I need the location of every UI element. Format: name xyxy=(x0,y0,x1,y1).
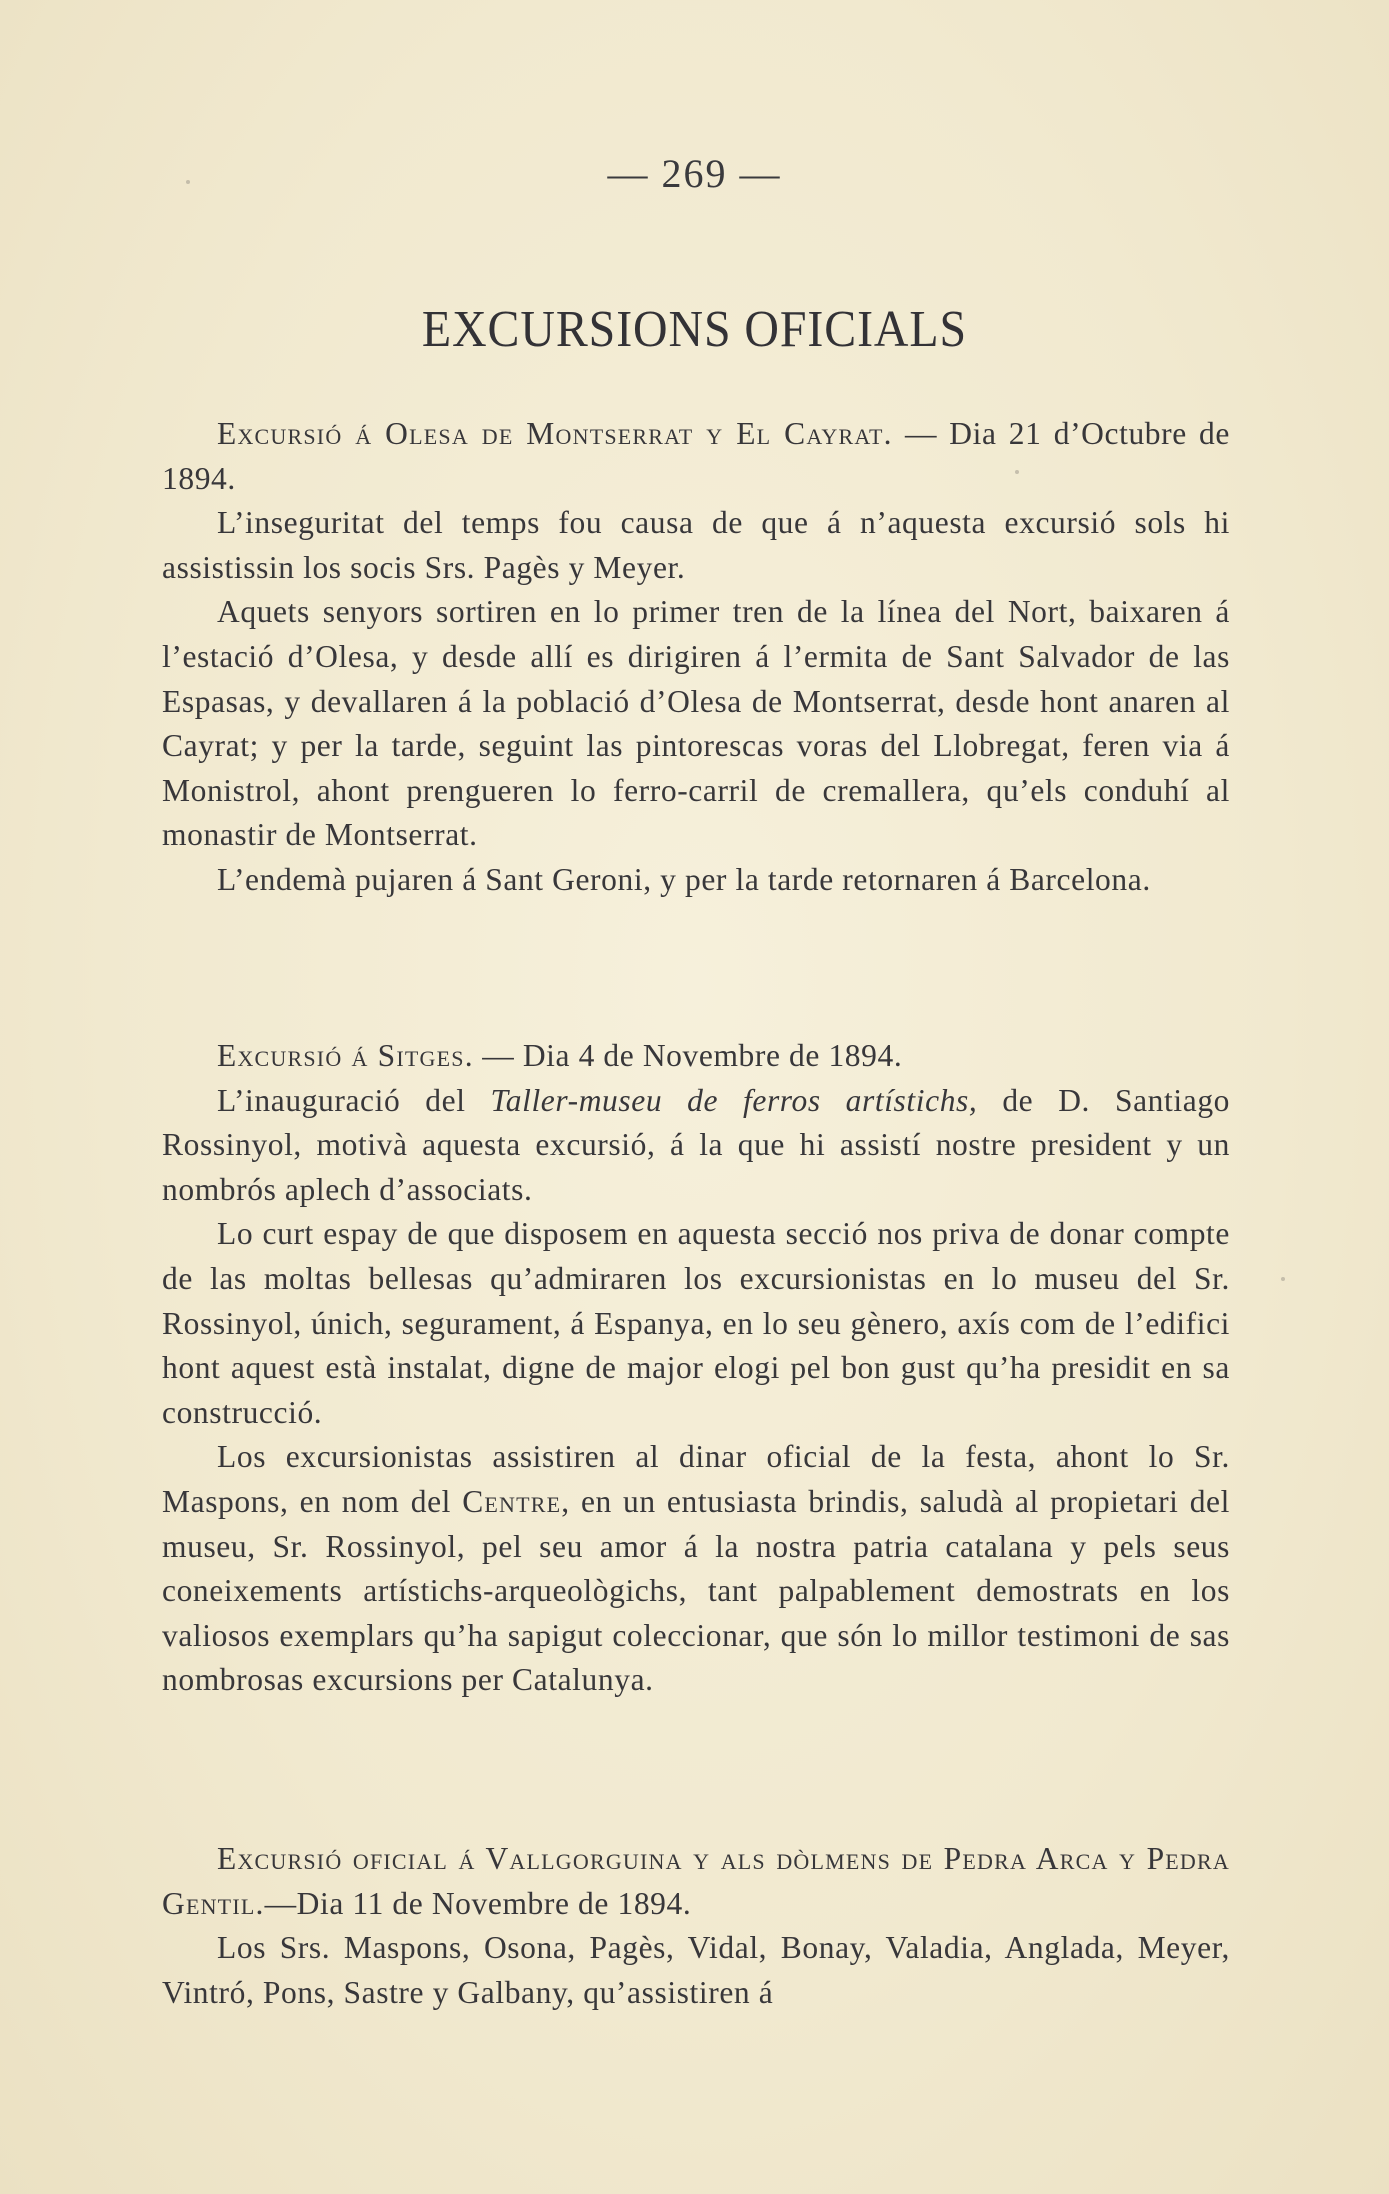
heading-title: Excursió oficial á Vallgorguina y als dòlmens de Pedra Arca y Pedra Gentil. xyxy=(162,1841,1230,1921)
italic-title: Taller-museu de ferros artístichs, xyxy=(490,1082,978,1118)
section-sitges xyxy=(162,1034,1230,1703)
paragraph xyxy=(162,1435,1230,1703)
paper-speck xyxy=(1015,470,1019,474)
section-olesa xyxy=(162,412,1230,903)
paragraph-text: , en un entusiasta brindis, saludà al propietari del museu, Sr. Rossinyol, pel seu amor á la nostra patria catalana y pels seus coneixements artístichs-arqueològichs, tant palpablement demostrats en los valiosos exemplars qu’ha sapigut coleccionar, que són lo millor testimoni de sas nombrosas excursions per Catalunya. xyxy=(162,1483,1230,1698)
heading-date: — Dia 4 de Novembre de 1894. xyxy=(473,1038,903,1073)
paragraph: L’inseguritat del temps fou causa de que á n’aquesta excursió sols hi assistissin los socis Srs. Pagès y Meyer. xyxy=(162,505,1230,585)
paragraph-text: Los excursionistas assistiren al dinar oficial de la festa, ahont lo Sr. Maspons, en nom del xyxy=(162,1439,1230,1519)
heading-title: Excursió á Sitges. xyxy=(217,1038,474,1073)
section-heading xyxy=(162,1837,1230,1926)
heading-date: — Dia 21 d’Octubre de 1894. xyxy=(162,416,1230,496)
paragraph-text: L’inauguració del xyxy=(217,1082,491,1118)
paper-speck xyxy=(1281,1277,1285,1281)
page-number: — 269 — xyxy=(607,151,782,196)
paragraph: Los Srs. Maspons, Osona, Pagès, Vidal, Bonay, Valadia, Anglada, Meyer, Vintró, Pons, Sastre y Galbany, qu’assistiren á xyxy=(162,1930,1230,2010)
page-title: EXCURSIONS OFICIALS xyxy=(421,301,968,358)
paragraph: Aquets senyors sortiren en lo primer tren de la línea del Nort, baixaren á l’estació d’Olesa, y desde allí es dirigiren á l’ermita de Sant Salvador de las Espasas, y devallaren á la població d’Olesa de Montserrat, desde hont anaren al Cayrat; y per la tarde, seguint las pintorescas voras del Llobregat, feren via á Monistrol, ahont prengueren lo ferro-carril de cremallera, qu’els conduhí al monastir de Montserrat. xyxy=(162,594,1230,853)
paragraph: L’endemà pujaren á Sant Geroni, y per la tarde retornaren á Barcelona. xyxy=(217,861,1151,897)
section-heading xyxy=(162,1034,1230,1079)
heading-date: —Dia 11 de Novembre de 1894. xyxy=(264,1885,692,1921)
section-vallgorguina xyxy=(162,1837,1230,2015)
heading-title: Excursió á Olesa de Montserrat y El Cayrat. xyxy=(217,416,893,451)
centre-name: Centre xyxy=(462,1483,562,1519)
paragraph: Lo curt espay de que disposem en aquesta secció nos priva de donar compte de las moltas bellesas qu’admiraren los excursionistas en lo museu del Sr. Rossinyol, únich, segurament, á Espanya, en lo seu gènero, axís com de l’edifici hont aquest està instalat, digne de major elogi pel bon gust qu’ha presidit en sa construcció. xyxy=(162,1216,1230,1430)
paragraph-text: de D. Santiago Rossinyol, motivà aquesta excursió, á la que hi assistí nostre president y un nombrós aplech d’associats. xyxy=(162,1082,1231,1207)
section-heading xyxy=(162,412,1230,501)
paragraph xyxy=(162,1079,1230,1213)
paper-speck xyxy=(186,180,190,184)
